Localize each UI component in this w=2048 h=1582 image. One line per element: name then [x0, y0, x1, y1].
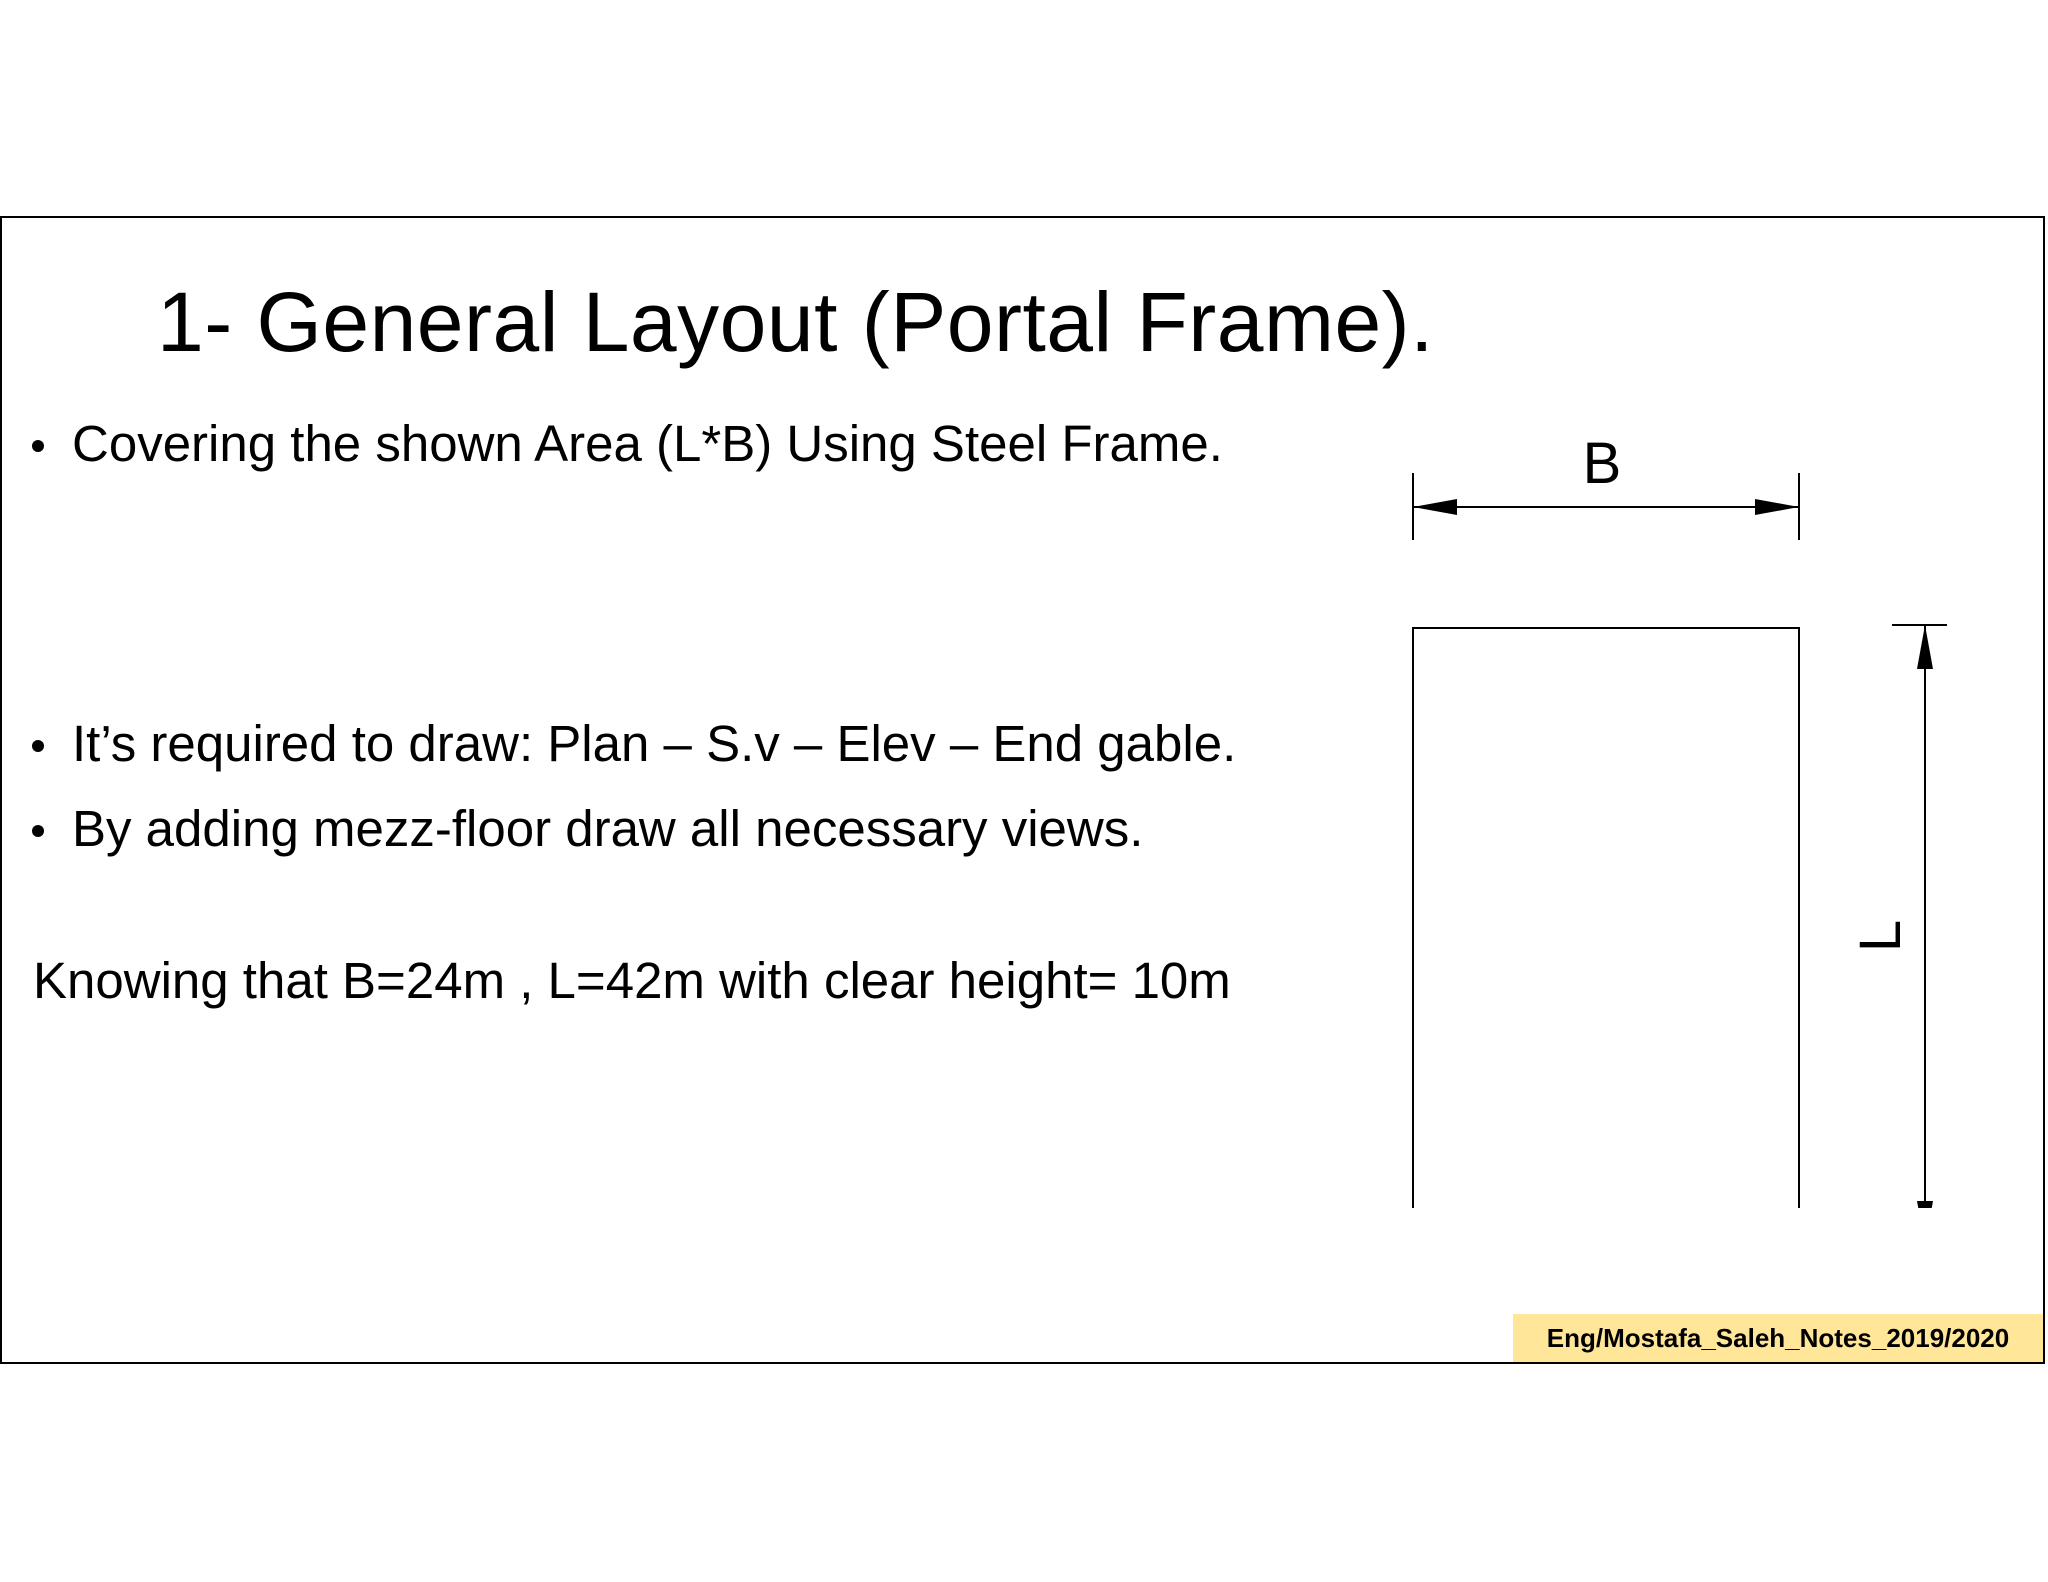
arrowhead-down-icon [1917, 1201, 1933, 1208]
bullet-dot-icon [32, 825, 44, 837]
arrowhead-left-icon [1413, 499, 1457, 515]
length-dimension [1848, 625, 1947, 1208]
slide-title: 1- General Layout (Portal Frame). [157, 275, 1434, 369]
bullet-required-drawings: It’s required to draw: Plan – S.v – Elev – End gable. [72, 715, 1237, 772]
length-label: L [1848, 919, 1913, 953]
given-dimensions-note: Knowing that B=24m , L=42m with clear height= 10m [33, 952, 1231, 1009]
width-label: B [1582, 431, 1622, 496]
bullet-covering-area: Covering the shown Area (L*B) Using Steel Frame. [72, 415, 1223, 472]
bullet-mezz-floor: By adding mezz-floor draw all necessary views. [72, 800, 1144, 857]
slide-frame [0, 216, 2045, 1364]
plan-dimension-diagram [1387, 428, 1962, 1208]
plan-area-rectangle [1413, 628, 1799, 1208]
arrowhead-right-icon [1755, 499, 1799, 515]
bullet-dot-icon [32, 740, 44, 752]
author-footer-badge: Eng/Mostafa_Saleh_Notes_2019/2020 [1513, 1314, 2043, 1362]
bullet-dot-icon [32, 440, 44, 452]
arrowhead-up-icon [1917, 625, 1933, 669]
width-dimension [1413, 431, 1799, 540]
